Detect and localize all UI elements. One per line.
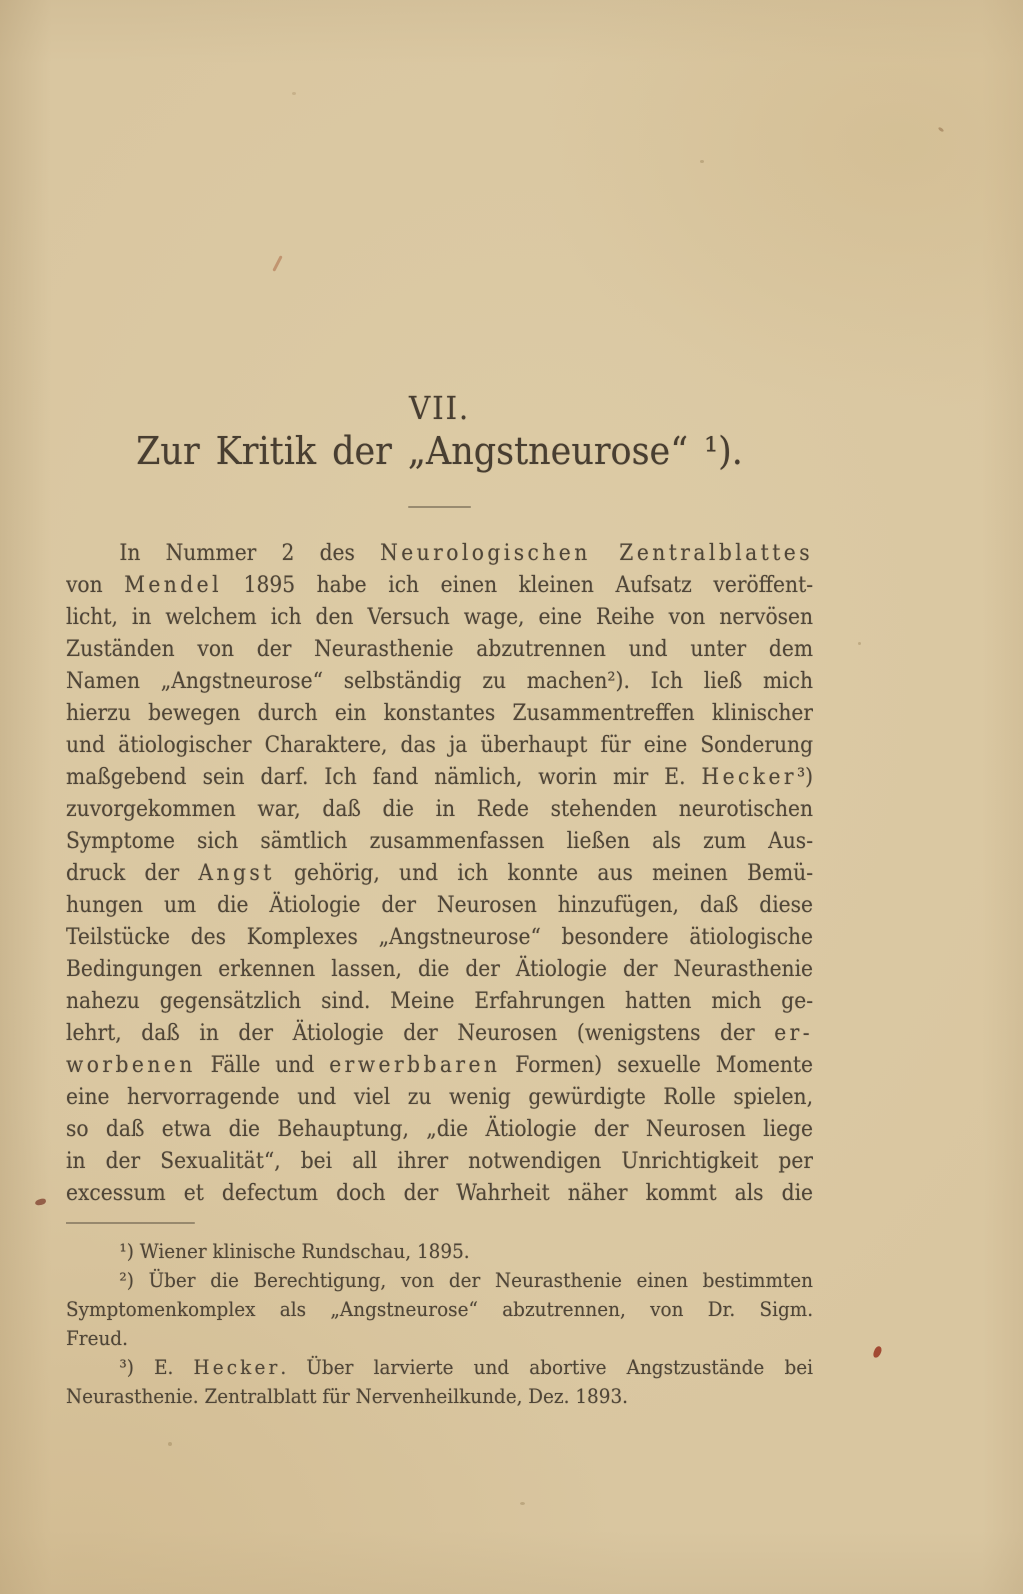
text-line: excessum et defectum doch der Wahrheit näher kommt als die [66, 1181, 814, 1206]
text-line: ²) Über die Berechtigung, von der Neurasthenie einen bestimmten [119, 1268, 814, 1292]
footnotes [66, 1237, 813, 1411]
text-column [66, 0, 813, 1594]
paper-speck [858, 642, 861, 645]
paper-speck [168, 1442, 172, 1446]
text-line: Symptomenkomplex als „Angstneurose“ abzutrennen, von Dr. Sigm. [66, 1297, 814, 1321]
paper-speck [520, 1502, 525, 1505]
ink-mark-red-fleck [872, 1345, 882, 1359]
text-line: Teilstücke des Komplexes „Angstneurose“ besondere ätiologische [66, 925, 814, 950]
text-line: licht, in welchem ich den Versuch wage, eine Reihe von nervösen [66, 605, 814, 630]
letterspaced-emphasis: Hecker [701, 765, 798, 790]
text-line: Symptome sich sämtlich zusammenfassen ließen als zum Aus- [66, 829, 814, 854]
text-line: ³) E. Hecker. Über larvierte und abortive Angstzustände bei [119, 1355, 814, 1379]
footnote-divider [66, 1222, 195, 1224]
text-line: und ätiologischer Charaktere, das ja überhaupt für eine Sonderung [66, 733, 814, 758]
text-line: In Nummer 2 des Neurologischen Zentralblattes [119, 541, 814, 566]
text-line: Neurasthenie. Zentralblatt für Nervenheilkunde, Dez. 1893. [66, 1384, 629, 1408]
text-line: zuvorgekommen war, daß die in Rede stehenden neurotischen [66, 797, 814, 822]
letterspaced-emphasis: Hecker [193, 1355, 281, 1379]
body-paragraph [66, 538, 813, 1210]
text-line: hungen um die Ätiologie der Neurosen hinzufügen, daß diese [66, 893, 814, 918]
text-line: von Mendel 1895 habe ich einen kleinen Aufsatz veröffent- [66, 573, 814, 598]
text-line: Freud. [66, 1326, 128, 1350]
text-line: ¹) Wiener klinische Rundschau, 1895. [119, 1239, 470, 1263]
letterspaced-emphasis: er- [774, 1021, 814, 1046]
text-line: so daß etwa die Behauptung, „die Ätiologie der Neurosen liege [66, 1117, 814, 1142]
paper-speck [938, 127, 945, 133]
text-line: nahezu gegensätzlich sind. Meine Erfahrungen hatten mich ge- [66, 989, 814, 1014]
text-line: worbenen Fälle und erwerbbaren Formen) sexuelle Momente [66, 1053, 814, 1078]
letterspaced-emphasis: Angst [198, 861, 275, 886]
text-line: druck der Angst gehörig, und ich konnte aus meinen Bemü- [66, 861, 814, 886]
letterspaced-emphasis: worbenen [66, 1053, 196, 1078]
text-line: eine hervorragende und viel zu wenig gewürdigte Rolle spielen, [66, 1085, 814, 1110]
chapter-title: Zur Kritik der „Angstneurose“ ¹). [136, 429, 743, 473]
title-divider [408, 506, 471, 508]
paper-speck [700, 160, 704, 163]
text-line: Bedingungen erkennen lassen, die der Ätiologie der Neurasthenie [66, 957, 814, 982]
text-line: lehrt, daß in der Ätiologie der Neurosen (wenigstens der er- [66, 1021, 814, 1046]
text-line: Namen „Angstneurose“ selbständig zu machen²). Ich ließ mich [66, 669, 814, 694]
paper-speck [292, 92, 296, 95]
letterspaced-emphasis: Neurologischen Zentralblattes [380, 541, 814, 566]
letterspaced-emphasis: erwerbbaren [329, 1053, 501, 1078]
text-line: in der Sexualität“, bei all ihrer notwendigen Unrichtigkeit per [66, 1149, 814, 1174]
ink-mark-left-margin [34, 1198, 46, 1206]
text-line: maßgebend sein darf. Ich fand nämlich, worin mir E. Hecker³) [66, 765, 814, 790]
chapter-number: VII. [409, 389, 470, 427]
text-line: Zuständen von der Neurasthenie abzutrennen und unter dem [66, 637, 814, 662]
letterspaced-emphasis: Mendel [124, 573, 223, 598]
text-line: hierzu bewegen durch ein konstantes Zusammentreffen klinischer [66, 701, 814, 726]
